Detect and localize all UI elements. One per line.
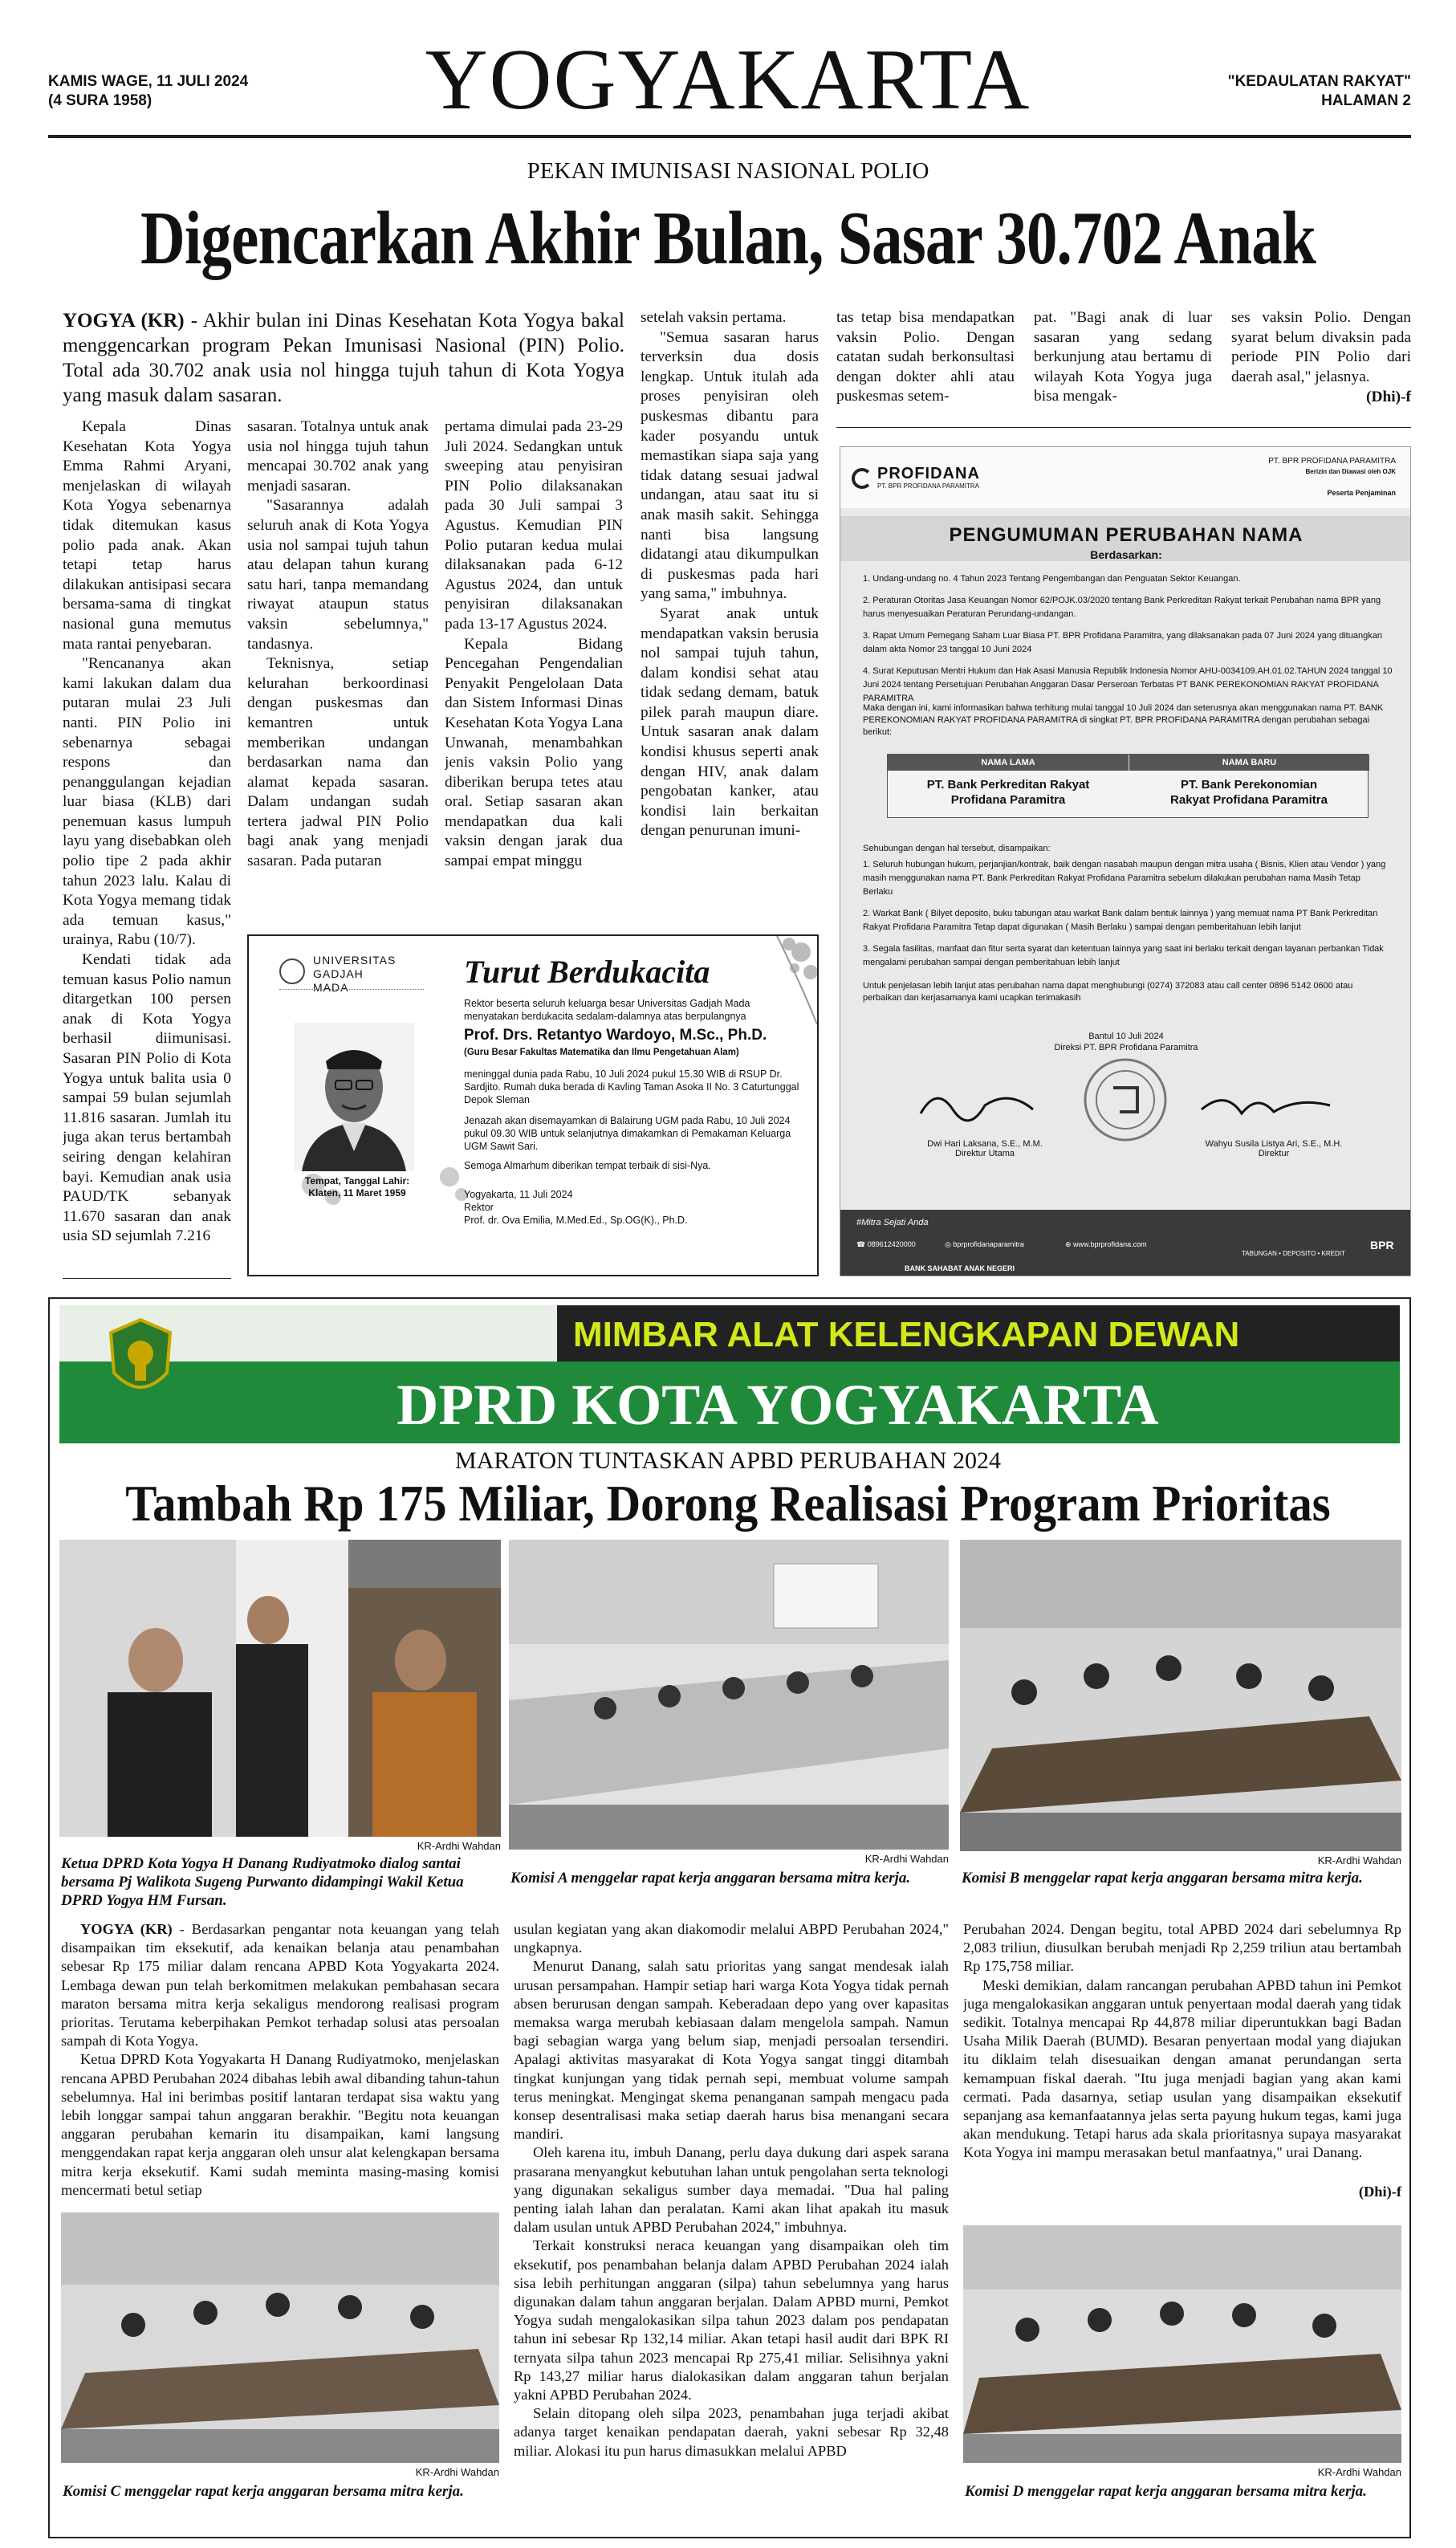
photo-komisi-a bbox=[509, 1540, 949, 1850]
paragraph: "Semua sasaran harus terverksin dua dosis lengkap. Untuk itulah ada proses penyisiran oleh puskesmas dibantu para kader posyandu untuk memastikan siapa saja yang tidak datang sesuai jadwal undangan, atau saat itu si anak masih sakit. Sehingga nanti bisa langsung didatangi atau dikumpulkan di puskesmas pada hari yang sama," imbuhnya. bbox=[641, 328, 819, 603]
story1-column-3 bbox=[445, 417, 623, 915]
signature-1 bbox=[913, 1081, 1041, 1130]
dprd-kicker: MARATON TUNTASKAN APBD PERUBAHAN 2024 bbox=[455, 1447, 1001, 1474]
birth-label: Tempat, Tanggal Lahir: bbox=[304, 1175, 410, 1186]
photo-komisi-c bbox=[61, 2212, 499, 2463]
page-number: HALAMAN 2 bbox=[1321, 92, 1411, 109]
director-1-name: Dwi Hari Laksana, S.E., M.M. bbox=[927, 1139, 1043, 1149]
paragraph: Terkait konstruksi neraca keuangan yang disampaikan oleh tim eksekutif, pos penambahan belanja dalam APBD Perubahan 2024 ialah sisa lebih perhitungan anggaran (silpa) tahun sebelumnya yang harus digunakan dalam tahun anggaran berjalan. Dalam APBD murni, Pemkot Yogya sudah mengalokasikan silpa tahun 2023 dalam pos pendapatan tahun ini sebesar Rp 132,14 miliar. Akan tetapi hasil audit dari BPK RI ternyata silpa tahun 2023 mencapai Rp 275,41 miliar. Selisihnya yakni Rp 143,27 miliar harus dialokasikan dalam anggaran tahun berjalan yakni APBD Perubahan 2024. bbox=[514, 2237, 949, 2404]
story1-lead-text: - Akhir bulan ini Dinas Kesehatan Kota Yogya bakal menggencarkan program Pekan Imunisasi Nasional (PIN) Polio. Total ada 30.702 anak usia nol hingga tujuh tahun di Kota Yogya yang masuk dalam sasaran. bbox=[63, 310, 624, 406]
footer-phone: ☎ 089612420000 bbox=[856, 1240, 916, 1248]
company-stamp bbox=[1081, 1056, 1169, 1144]
rector-title: Rektor bbox=[464, 1202, 494, 1213]
story1-column-6 bbox=[1034, 308, 1212, 413]
basis-item: 3. Rapat Umum Pemegang Saham Luar Biasa PT. BPR Profidana Paramitra, yang dilaksanakan pada 07 Juni 2024 yang dituangkan dalam akta Nomor 23 tanggal 10 Juni 2024 bbox=[863, 631, 1382, 654]
new-name: PT. Bank Perekonomian Rakyat Profidana Paramitra bbox=[1170, 778, 1328, 807]
place-date: Yogyakarta, 11 Juli 2024 bbox=[464, 1189, 573, 1200]
ad-related: Sehubungan dengan hal tersebut, disampaikan: bbox=[863, 844, 1051, 853]
dprd-column-2 bbox=[514, 1920, 949, 2530]
university-contact bbox=[279, 989, 424, 997]
burial-info: Jenazah akan disemayamkan di Balairung UGM pada Rabu, 10 Juli 2024 pukul 09.30 WIB untuk selanjutnya dimakamkan di Pemakaman Keluarga UGM Sawit Sari. bbox=[464, 1115, 791, 1152]
director-1 bbox=[905, 1139, 1065, 1158]
ad-title: PENGUMUMAN PERUBAHAN NAMA bbox=[949, 524, 1303, 546]
paragraph: pertama dimulai pada 23-29 Juli 2024. Sedangkan untuk sweeping atau penyisiran PIN Polio dilaksanakan pada 30 Juli sampai 3 Agustus. Kemudian PIN Polio putaran kedua mulai dilaksanakan pada 6-12 Agustus 2024, dan untuk penyisiran dilaksanakan pada 13-17 Agustus 2024. bbox=[445, 418, 623, 633]
sign-org: Direksi PT. BPR Profidana Paramitra bbox=[1054, 1043, 1198, 1052]
paragraph: Menurut Danang, salah satu prioritas yang sangat mendesak ialah urusan persampahan. Hampir setiap hari warga Kota Yogya tidak pernah absen berurusan dengan sampah. Keberadaan depo yang over kapasitas memaksa warga merubah kebiasaan dalam mengelola sampah. Namun bagi sebagian warga yang belum siap, menjadi persoalan tersendiri. Apalagi aktivitas masyarakat di Kota Yogya sangat tinggi ditambah tingkat kunjungan yang tidak pernah sepi, membuat volume sampah terus meningkat. Mengingat skema penanganan sampah mengacu pada konsep desentralisasi maka setiap daerah harus bisa menangani secara mandiri. bbox=[514, 1958, 949, 2143]
ugm-logo-icon bbox=[279, 959, 305, 984]
deceased-name: Prof. Drs. Retantyo Wardoyo, M.Sc., Ph.D. bbox=[464, 1027, 767, 1044]
caption-komisi-d: Komisi D menggelar rapat kerja anggaran bersama mitra kerja. bbox=[965, 2483, 1367, 2500]
obituary-box bbox=[247, 934, 819, 1276]
ad-right-top: PT. BPR PROFIDANA PARAMITRA bbox=[1268, 457, 1396, 466]
ad-notice: Maka dengan ini, kami informasikan bahwa terhitung mulai tanggal 10 Juli 2024 dan seterusnya akan menggunakan nama PT. BANK PEREKONOMIAN RAKYAT PROFIDANA PARAMITRA di singkat PT. BPR PROFIDANA PARAMITRA dengan perubahan sebagai berikut: bbox=[863, 703, 1384, 737]
paragraph: Ketua DPRD Kota Yogyakarta H Danang Rudiyatmoko, menjelaskan rencana APBD Perubahan 2024 dibahas lebih awal dibanding tahun-tahun sebelumnya. Hal ini berimbas positif lantaran terdapat sisa waktu yang lebih longgar sampai tahun anggaran berakhir. "Begitu nota keuangan anggaran perubahan kemarin itu disampaikan, kami langsung menggendakan rapat kerja anggaran oleh unsur alat kelengkapan bersama mitra kerja eksekutif. Kami sudah meminta masing-masing komisi mencermati betul setiap bbox=[61, 2051, 499, 2198]
caption-komisi-a: Komisi A menggelar rapat kerja anggaran bersama mitra kerja. bbox=[510, 1870, 911, 1887]
basis-item: 1. Undang-undang no. 4 Tahun 2023 Tentang Pengembangan dan Penguatan Sektor Keuangan. bbox=[863, 574, 1241, 584]
phone: 089612420000 bbox=[867, 1240, 916, 1248]
photo-komisi-d bbox=[963, 2225, 1401, 2463]
rector-name: Prof. dr. Ova Emilia, M.Med.Ed., Sp.OG(K)., Ph.D. bbox=[464, 1215, 688, 1226]
paragraph: sasaran. Totalnya untuk anak usia nol hingga tujuh tahun mencapai 30.702 anak yang menjadi sasaran. bbox=[247, 418, 429, 495]
dprd-column-3 bbox=[963, 1920, 1401, 2206]
banner-top-text: MIMBAR ALAT KELENGKAPAN DEWAN bbox=[573, 1315, 1240, 1354]
birth-value: Klaten, 11 Maret 1959 bbox=[308, 1187, 406, 1199]
director-1-title: Direktur Utama bbox=[955, 1149, 1015, 1158]
paragraph: "Sasarannya adalah seluruh anak di Kota Yogya usia nol sampai tujuh tahun atau delapan tahun kurang satu hari, tanpa memandang riwayat ataupun status vaksin sebelumnya," tandasnya. bbox=[247, 497, 429, 653]
birth-info bbox=[281, 1175, 433, 1199]
masthead-rule bbox=[48, 135, 1411, 138]
paragraph: Meski demikian, dalam rancangan perubahan APBD tahun ini Pemkot juga mengalokasikan anggaran untuk penyertaan modal daerah yang tidak sedikit. Totalnya mencapai Rp 44,878 miliar diperuntukkan bagi Badan Usaha Milik Daerah (BUMD). Besaran penyertaan modal yang diajukan itu diklaim telah disesuaikan dengan amanat perundangan serta kemampuan fiskal daerah. "Itu juga menjadi bagian yang akan kami cermati. Pada dasarnya, setiap usulan yang disampaikan eksekutif sepanjang asa kemanfaatannya jelas serta payung hukum tegas, kami juga akan mendukung. Tetapi harus ada skala prioritasnya supaya masyarakat Kota Yogya ini mampu merasakan betul manfaatnya," urai Danang. bbox=[963, 1976, 1401, 2161]
caption-chairman: Ketua DPRD Kota Yogya H Danang Rudiyatmoko dialog santai bersama Pj Walikota Sugeng Purwanto didampingi Wakil Ketua DPRD Yogya HM Fursan. bbox=[61, 1855, 464, 1909]
paragraph: Kepala Dinas Kesehatan Kota Yogya Emma Rahmi Aryani, menjelaskan di wilayah Kota Yogya sebenarnya tidak ditemukan kasus polio pada anak. Akan tetapi tetap harus dilakukan antisipasi secara bersama-sama di tingkat nasional guna memutus mata rantai penyebaran. bbox=[63, 418, 231, 653]
paragraph: setelah vaksin pertama. bbox=[641, 309, 787, 326]
footer-social: ◎ bprprofidanaparamitra bbox=[945, 1240, 1024, 1248]
paragraph: Kendati tidak ada temuan kasus Polio namun ditargetkan 100 persen anak di Kota Yogya berhasil diimunisasi. Sasaran PIN Polio di Kota Yogya untuk balita usia 0 sampai 59 bulan sejumlah 11.816 sasaran. Jumlah itu juga akan terus bertambah seiring dengan kelahiran bayi. Kemudian anak usia PAUD/TK sebanyak 11.670 sasaran dan anak usia SD sejumlah 7.216 bbox=[63, 951, 231, 1245]
paragraph: Teknisnya, setiap kelurahan berkoordinasi dengan puskesmas dan kemantren untuk memberikan undangan berdasarkan nama dan alamat kepada sasaran. Dalam undangan sudah tertera jadwal PIN Polio bagi anak yang menjadi sasaran. Pada putaran bbox=[247, 655, 429, 870]
ad-basis-list bbox=[863, 572, 1393, 714]
web: www.bprprofidana.com bbox=[1073, 1240, 1147, 1248]
caption-komisi-b: Komisi B menggelar rapat kerja anggaran bersama mitra kerja. bbox=[962, 1870, 1363, 1887]
dprd-column-1 bbox=[61, 1920, 499, 2203]
story1-dateline: YOGYA (KR) bbox=[63, 310, 185, 332]
footer-slogan: BANK SAHABAT ANAK NEGERI bbox=[905, 1264, 1015, 1272]
paragraph: Oleh karena itu, imbuh Danang, perlu daya dukung dari aspek sarana prasarana menyangkut kebutuhan lahan untuk pengolahan serta teknologi yang digunakan sekaligus sumber daya memadai. "Dua hal paling penting ialah lahan dan peralatan. Kami akan lihat apakah itu masuk dalam usulan untuk APBD Perubahan 2024," imbuhnya. bbox=[514, 2144, 949, 2236]
ad-points bbox=[863, 858, 1393, 978]
old-name-header: NAMA LAMA bbox=[888, 755, 1129, 771]
yogyakarta-emblem-icon bbox=[104, 1317, 177, 1405]
ad-right-sub2: Peserta Penjaminan bbox=[1327, 489, 1396, 497]
issue-date-jawa: (4 SURA 1958) bbox=[48, 92, 153, 109]
paragraph: Selain ditopang oleh silpa 2023, penambahan juga terjadi akibat adanya target kenaikan pendapatan daerah, yakni sebesar Rp 32,48 miliar. Alokasi itu pun harus dimasukkan melalui APBD bbox=[514, 2405, 949, 2459]
paragraph: tas tetap bisa mendapatkan vaksin Polio. Dengan catatan sudah berkonsultasi dengan dokter ahli atau puskesmas setem- bbox=[836, 309, 1015, 405]
sign-place: Bantul 10 Juli 2024 bbox=[1088, 1032, 1164, 1041]
paragraph: ses vaksin Polio. Dengan syarat belum divaksin pada periode PIN Polio dari daerah asal," jelasnya. bbox=[1231, 309, 1411, 385]
masthead-paper bbox=[1228, 72, 1411, 111]
university-name: UNIVERSITAS GADJAH MADA bbox=[313, 954, 397, 994]
photo-chairman-dialog bbox=[59, 1540, 501, 1837]
obituary-intro: Rektor beserta seluruh keluarga besar Universitas Gadjah Mada menyatakan berdukacita sedalam-dalamnya atas berpulangnya bbox=[464, 998, 750, 1022]
ad-right-sub1: Berizin dan Diawasi oleh OJK bbox=[1305, 468, 1396, 475]
dprd-banner bbox=[59, 1305, 1400, 1443]
footer-bpr: BPR bbox=[1370, 1239, 1394, 1252]
basis-item: 2. Peraturan Otoritas Jasa Keuangan Nomor 62/POJK.03/2020 tentang Bank Perkreditan Rakyat terkait Perubahan nama BPR yang harus menyesuaikan Peraturan Perundang-undangan. bbox=[863, 596, 1381, 619]
dprd-headline: Tambah Rp 175 Miliar, Dorong Realisasi Program Prioritas bbox=[125, 1475, 1331, 1532]
story1-column-4 bbox=[641, 308, 819, 915]
ad-contact: Untuk penjelasan lebih lanjut atas perubahan nama dapat menghubungi (0274) 372083 atau call center 0896 5142 0600 atau perbaikan dan kerjasamanya kami ucapkan terimakasih bbox=[863, 981, 1353, 1003]
point-item: 2. Warkat Bank ( Bilyet deposito, buku tabungan atau warkat Bank dalam bentuk lainnya ) yang memuat nama PT Bank Perkreditan Rakyat Profidana Paramitra Tetap dapat digunakan ( Masih Berlaku ) sampai dengan pemberitahuan lebih lanjut bbox=[863, 909, 1378, 932]
paragraph: Syarat anak untuk mendapatkan vaksin berusia nol sampai tujuh tahun, dalam kondisi sehat atau tidak sedang demam, batuk pilek parah maupun diare. Untuk sasaran anak dalam kondisi khusus seperti anak dengan HIV, anak dalam pengobatan kanker, atau kondisi lain berkaitan dengan penurunan imuni- bbox=[641, 604, 819, 840]
dprd-byline: (Dhi)-f bbox=[1316, 2184, 1401, 2200]
photo-credit: KR-Ardhi Wahdan bbox=[415, 2466, 499, 2478]
ad-brand-sub: PT. BPR PROFIDANA PARAMITRA bbox=[877, 482, 979, 490]
story1-column-2 bbox=[247, 417, 429, 915]
paragraph: "Rencananya akan kami lakukan dalam dua putaran mulai 23 Juli nanti. PIN Polio ini sebenarnya sebagai respons dan penanggulangan kejadian luar biasa (KLB) dari penemuan kasus lumpuh layu yang disebabkan oleh polio tipe 2 pada akhir tahun 2023 lalu. Kalau di Kota Yogya memang tidak ada temuan kasus," urainya, Rabu (10/7). bbox=[63, 655, 231, 949]
profidana-ad bbox=[840, 446, 1411, 1276]
paragraph: usulan kegiatan yang akan diakomodir melalui ABPD Perubahan 2024," ungkapnya. bbox=[514, 1921, 949, 1956]
footer-web: ⊕ www.bprprofidana.com bbox=[1065, 1240, 1147, 1248]
signature-2 bbox=[1194, 1081, 1338, 1130]
ad-based-on: Berdasarkan: bbox=[1090, 548, 1162, 561]
caption-komisi-c: Komisi C menggelar rapat kerja anggaran bersama mitra kerja. bbox=[63, 2483, 464, 2500]
basis-item: 4. Surat Keputusan Mentri Hukum dan Hak Asasi Manusia Republik Indonesia Nomor AHU-0034109.AH.01.02.TAHUN 2024 tanggal 10 Juni 2024 tentang Persetujuan Perubahan Anggaran Dasar Perseroan Terbatas PT BANK PEREKONOMIAN RAKYAT PROFIDANA PARAMITRA bbox=[863, 666, 1393, 703]
story1-byline: (Dhi)-f bbox=[1365, 389, 1411, 405]
story1-lead bbox=[63, 308, 624, 408]
dprd-dateline: YOGYA (KR) bbox=[80, 1921, 173, 1937]
masthead-title: YOGYAKARTA bbox=[425, 32, 1031, 128]
new-name-header: NAMA BARU bbox=[1129, 755, 1369, 771]
issue-date: KAMIS WAGE, 11 JULI 2024 bbox=[48, 73, 249, 90]
paper-name: "KEDAULATAN RAKYAT" bbox=[1227, 73, 1411, 90]
paragraph: Perubahan 2024. Dengan begitu, total APBD 2024 dari sebelumnya Rp 2,083 triliun, diusulkan berubah menjadi Rp 2,259 triliun atau bertambah Rp 175,758 miliar. bbox=[963, 1921, 1401, 1975]
paragraph: - Berdasarkan pengantar nota keuangan yang telah disampaikan tim eksekutif, ada kenaikan belanja atau penambahan sebesar Rp 175 miliar dalam rencana APBD Kota Yogyakarta 2024. Lembaga dewan pun telah berkomitmen melakukan pembahasan secara maraton bersama mitra kerja sekaligus mendorong realisasi program prioritas. Terutama keberpihakan Pemkot terhadap solusi atas persoalan sampah di Kota Yogya. bbox=[61, 1921, 499, 2049]
obituary-title: Turut Berdukacita bbox=[464, 954, 710, 990]
story1-end-rule bbox=[836, 427, 1411, 428]
point-item: 1. Seluruh hubungan hukum, perjanjian/kontrak, baik dengan nasabah maupun dengan mitra usaha ( Bisnis, Klien atau Vendor ) yang masih menggunakan nama PT. Bank Perkreditan Rakyat Profidana Paramitra sebelum dilakukan perubahan nama Masih Tetap Berlaku bbox=[863, 860, 1386, 897]
photo-credit: KR-Ardhi Wahdan bbox=[1317, 1854, 1401, 1866]
profidana-logo-icon bbox=[852, 468, 872, 489]
old-name: PT. Bank Perkreditan Rakyat Profidana Paramitra bbox=[926, 778, 1090, 807]
director-2 bbox=[1177, 1139, 1370, 1158]
name-change-table bbox=[887, 754, 1369, 818]
deceased-role: (Guru Besar Fakultas Matematika dan Ilmu Pengetahuan Alam) bbox=[464, 1048, 739, 1057]
story1-kicker: PEKAN IMUNISASI NASIONAL POLIO bbox=[527, 158, 929, 184]
photo-credit: KR-Ardhi Wahdan bbox=[864, 1853, 949, 1865]
director-2-name: Wahyu Susila Listya Ari, S.E., M.H. bbox=[1205, 1139, 1343, 1149]
photo-credit: KR-Ardhi Wahdan bbox=[1317, 2466, 1401, 2478]
prayer: Semoga Almarhum diberikan tempat terbaik di sisi-Nya. bbox=[464, 1160, 711, 1171]
banner-main-text: DPRD KOTA YOGYAKARTA bbox=[397, 1373, 1159, 1437]
director-2-title: Direktur bbox=[1258, 1149, 1290, 1158]
footer-tag: #Mitra Sejati Anda bbox=[856, 1218, 929, 1227]
story1-column-5 bbox=[836, 308, 1015, 413]
story1-col1-end-rule bbox=[63, 1278, 231, 1279]
photo-komisi-b bbox=[960, 1540, 1401, 1851]
point-item: 3. Segala fasilitas, manfaat dan fitur serta syarat dan ketentuan lainnya yang saat ini berlaku terkait dengan layanan perbankan Tidak mengalami perubahan sampai dengan pemberitahuan lebih lanjut bbox=[863, 944, 1384, 967]
paragraph: pat. "Bagi anak di luar sasaran yang sedang berkunjung atau bertamu di wilayah Kota Yogya juga bisa mengak- bbox=[1034, 309, 1212, 405]
social: bprprofidanaparamitra bbox=[953, 1240, 1024, 1248]
paragraph: Kepala Bidang Pencegahan Pengendalian Penyakit Pengelolaan Data dan Sistem Informasi Dinas Kesehatan Kota Yogya Lana Unwanah, menambahkan jenis vaksin Polio yang diberikan berupa tetes atau oral. Setiap sasaran akan mendapatkan dua kali vaksin dengan jarak dua sampai empat minggu bbox=[445, 635, 623, 870]
photo-credit: KR-Ardhi Wahdan bbox=[417, 1840, 501, 1852]
death-info: meninggal dunia pada Rabu, 10 Juli 2024 pukul 15.30 WIB di RSUP Dr. Sardjito. Rumah duka berada di Kavling Taman Asoka II No. 3 Caturtunggal Depok Sleman bbox=[464, 1068, 799, 1105]
story1-column-1 bbox=[63, 417, 231, 1276]
deceased-portrait bbox=[294, 1023, 414, 1171]
story1-headline: Digencarkan Akhir Bulan, Sasar 30.702 Anak bbox=[140, 197, 1316, 280]
ad-brand: PROFIDANA bbox=[877, 465, 980, 482]
footer-products: TABUNGAN • DEPOSITO • KREDIT bbox=[1242, 1250, 1345, 1257]
